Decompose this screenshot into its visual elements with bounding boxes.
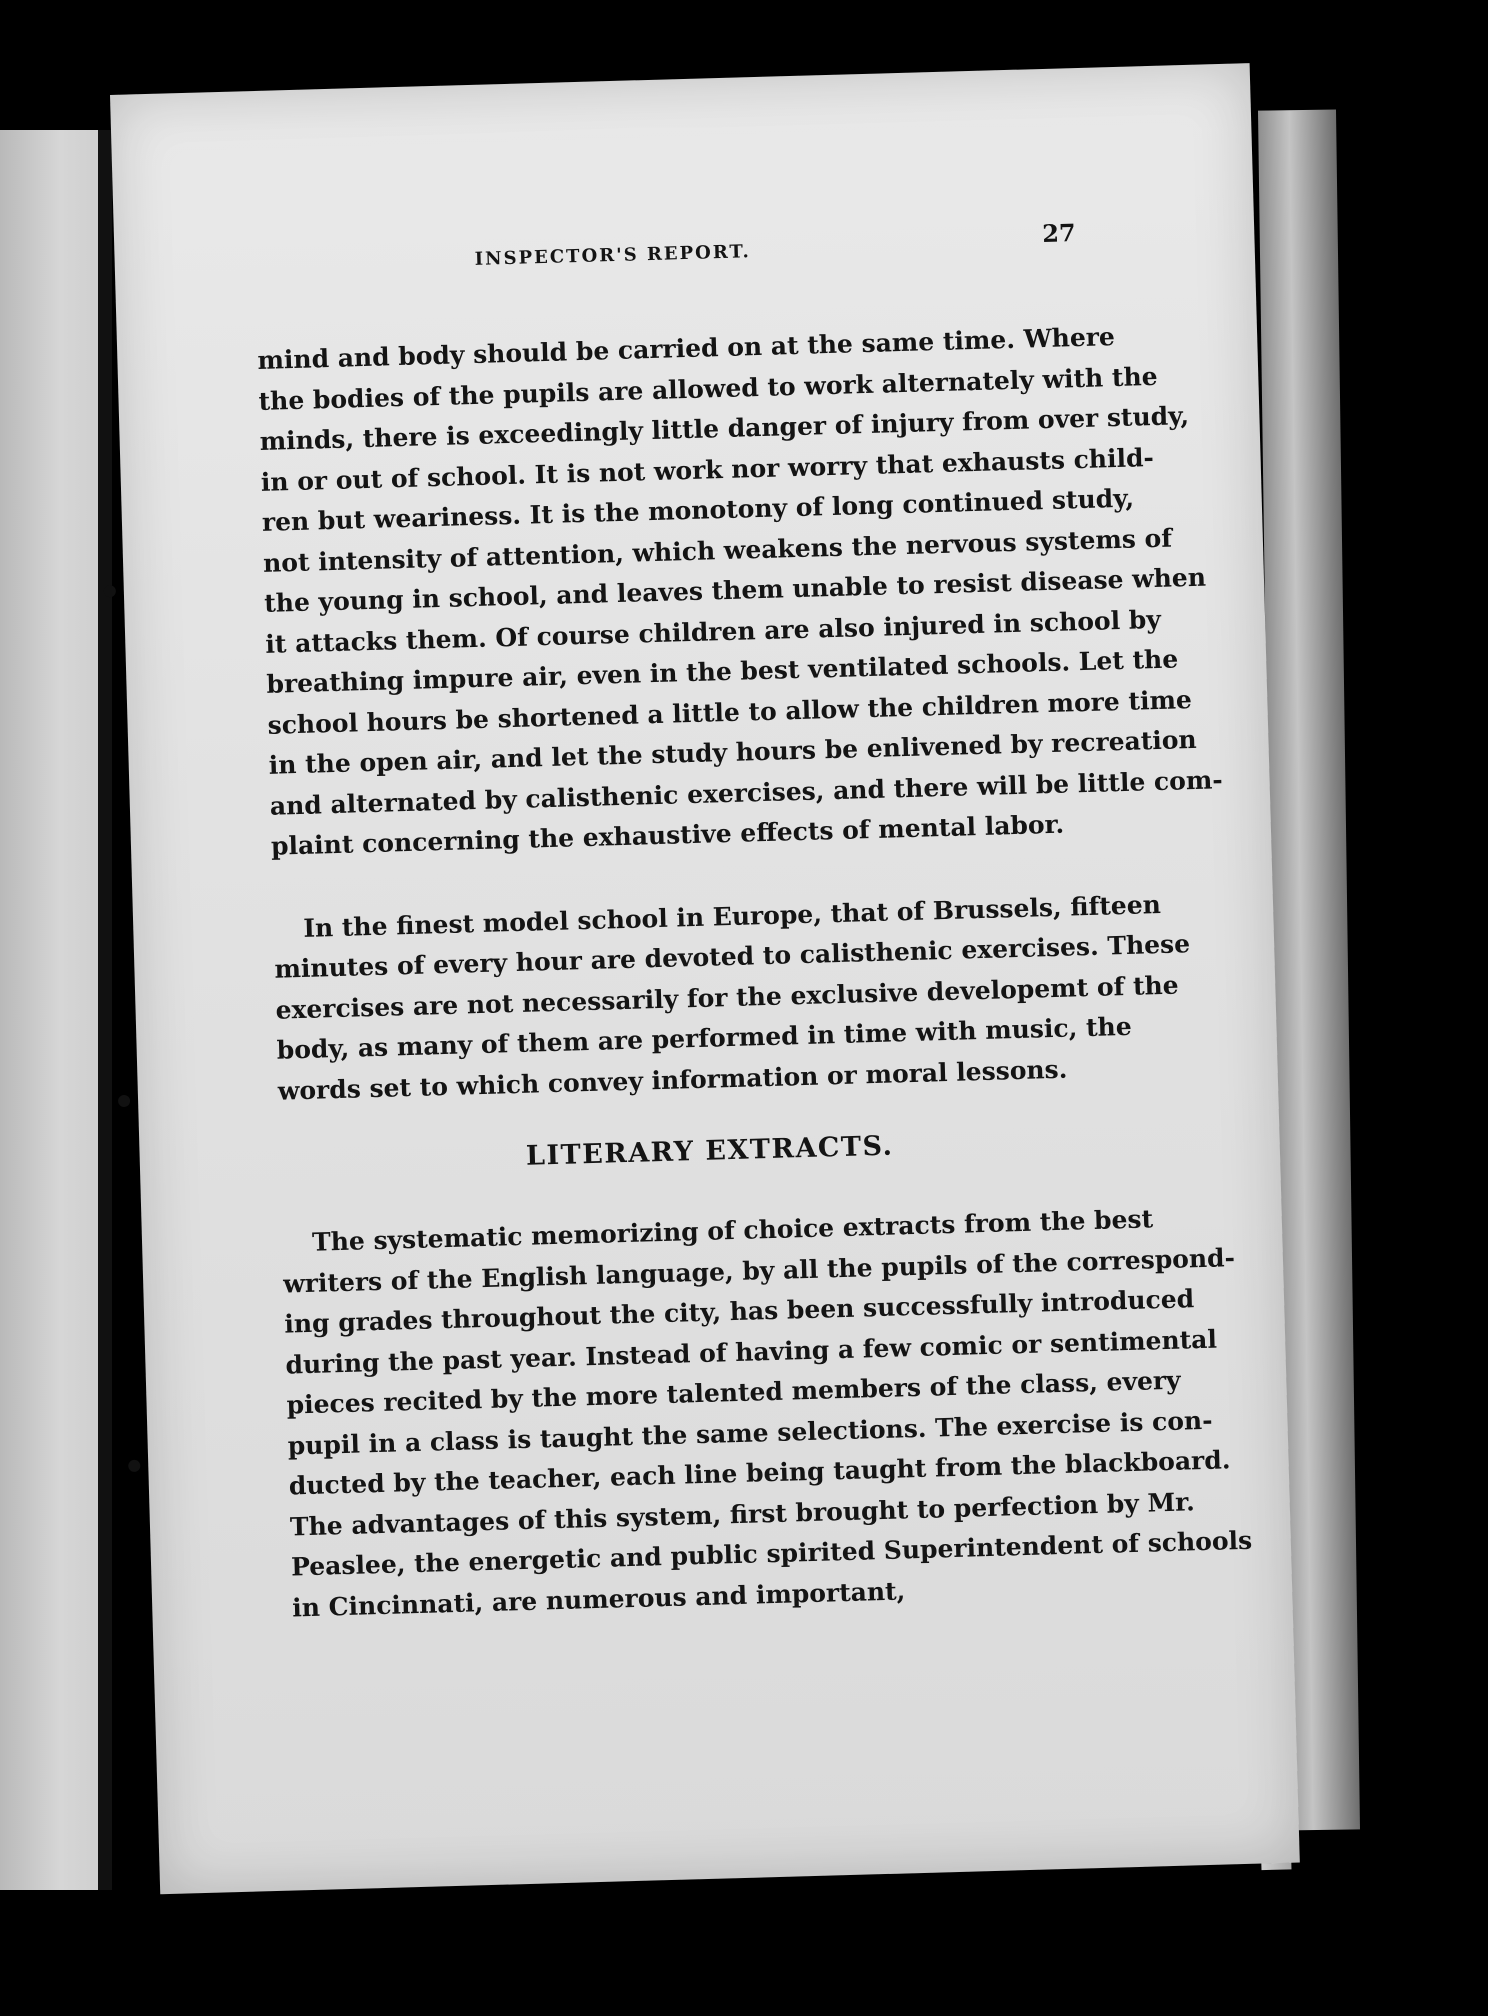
book-gutter [98,130,112,1890]
text-line: the bodies of the pupils are allowed to work alternately with the [258,361,1158,416]
text-line: in or out of school. It is not work nor worry that exhausts child- [260,442,1155,497]
book-page [110,63,1300,1894]
text-line: in Cincinnati, are numerous and important, [291,1575,906,1622]
text-line: school hours be shortened a little to allow the children more time [267,684,1193,740]
paragraph-1 [257,318,1224,867]
text-line: The systematic memorizing of choice extracts from the best [311,1204,1154,1257]
text-line: mind and body should be carried on at the same time. Where [257,322,1116,375]
text-line: body, as many of them are performed in time with music, the [276,1011,1133,1065]
text-line: it attacks them. Of course children are also injured in school by [264,604,1162,659]
text-line: words set to which convey information or moral lessons. [277,1054,1068,1106]
page-content [254,218,1253,1628]
text-line: Peaslee, the energetic and public spirited Superintendent of schools [290,1525,1253,1582]
text-line: ren but weariness. It is the monotony of long continued study, [261,483,1135,537]
text-line: pieces recited by the more talented members of the class, every [286,1365,1181,1420]
text-line: The advantages of this system, first brought to perfection by Mr. [289,1486,1196,1542]
running-head-title: INSPECTOR'S REPORT. [474,241,752,270]
text-line: during the past year. Instead of having a few comic or sentimental [285,1324,1218,1380]
text-line: minutes of every hour are devoted to calisthenic exercises. These [274,929,1191,984]
text-line: writers of the English language, by all the pupils of the correspond- [282,1242,1236,1299]
page-number: 27 [1041,218,1077,249]
running-head [254,218,1075,281]
text-line: minds, there is exceedingly little danger of injury from over study, [259,401,1190,456]
paragraph-3 [282,1201,1253,1629]
paragraph-2 [273,886,1191,1111]
text-line: the young in school, and leaves them unable to resist disease when [263,562,1207,618]
text-line: exercises are not necessarily for the exclusive developemt of the [275,970,1179,1025]
text-line: ing grades throughout the city, has been successfully introduced [283,1284,1195,1339]
text-line: pupil in a class is taught the same selections. The exercise is con- [287,1405,1213,1461]
text-line: plaint concerning the exhaustive effects of mental labor. [270,809,1065,861]
text-line: not intensity of attention, which weakens the nervous systems of [262,523,1173,578]
text-line: breathing impure air, even in the best ventilated schools. Let the [266,644,1179,699]
text-line: In the finest model school in Europe, that of Brussels, fifteen [302,889,1162,943]
text-line: ducted by the teacher, each line being taught from the blackboard. [288,1445,1231,1501]
section-heading: LITERARY EXTRACTS. [525,1130,894,1172]
text-line: in the open air, and let the study hours be enlivened by recreation [268,724,1198,780]
facing-page-edge [0,130,100,1890]
text-line: and alternated by calisthenic exercises, and there will be little com- [269,764,1224,821]
